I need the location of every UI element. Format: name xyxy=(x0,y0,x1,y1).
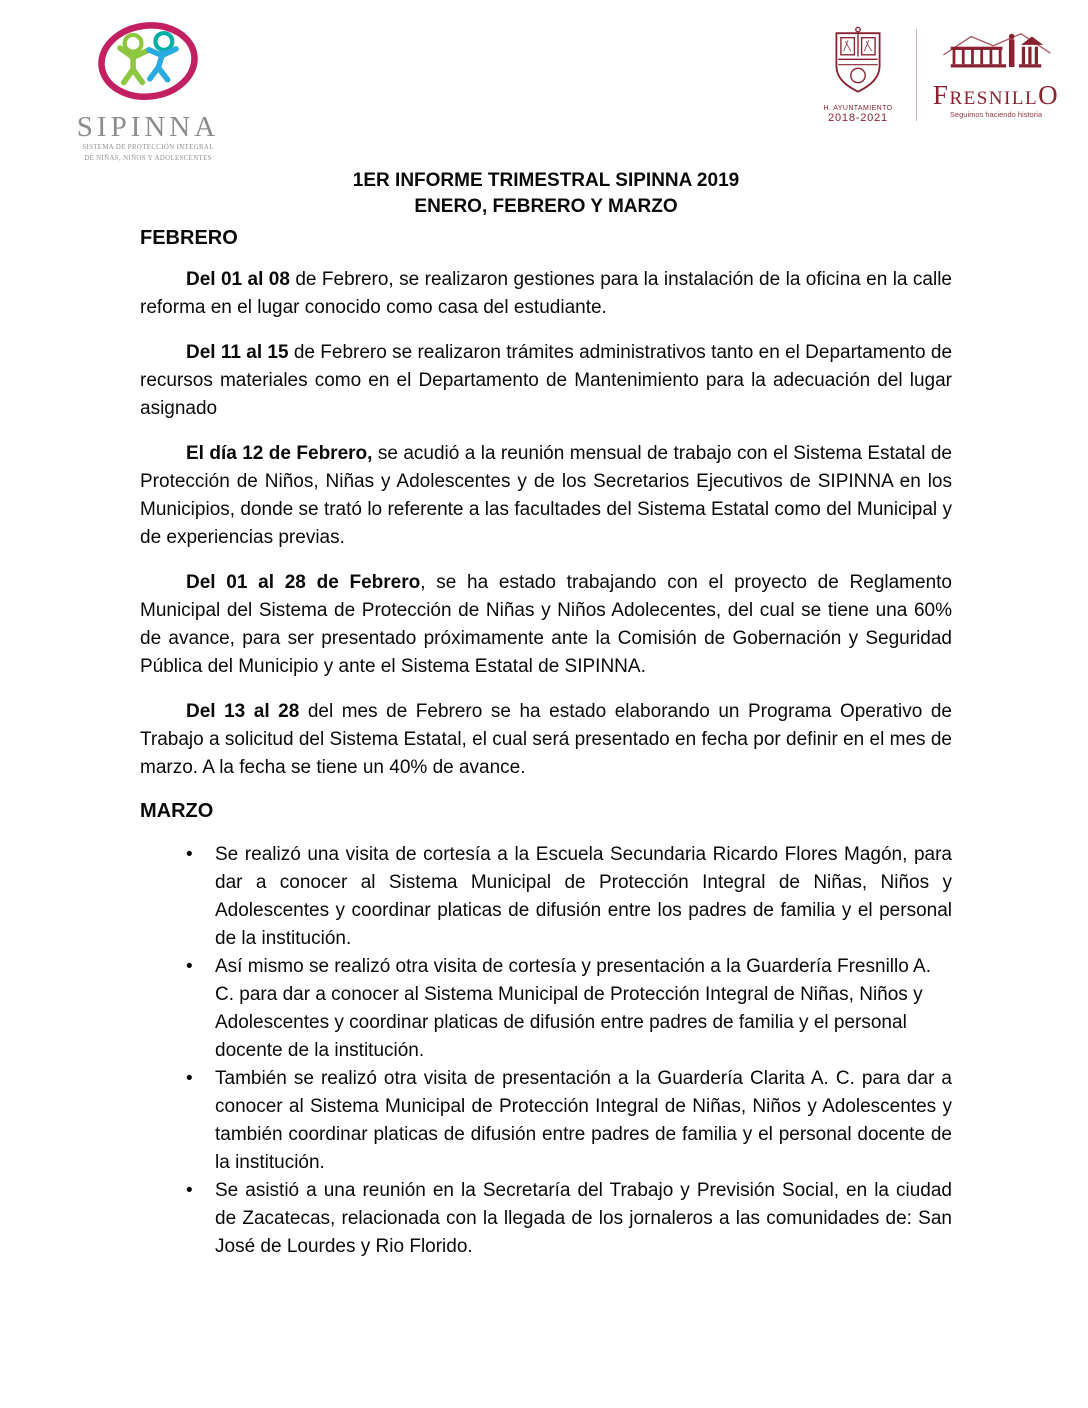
sipinna-wordmark: SIPINNA xyxy=(76,111,220,143)
paragraph-lead: Del 11 al 15 xyxy=(186,342,289,363)
paragraph-lead: Del 01 al 08 xyxy=(186,269,290,290)
paragraph-febrero-3 xyxy=(140,440,952,552)
fresnillo-logo xyxy=(927,31,1065,119)
paragraph-febrero-4 xyxy=(140,569,952,681)
paragraph-text: , se ha estado trabajando con el proyecto de Reglamento Municipal del Sistema de Protección de Niñas y Niños Adolecentes, del cual se tiene una 60% de avance, para ser presentado próximamente ante la Comisión de Gobernación y Seguridad Pública del Municipio y ante el Sistema Estatal de SIPINNA. xyxy=(140,572,952,677)
paragraph-febrero-5 xyxy=(140,698,952,782)
government-logos xyxy=(810,26,1065,124)
section-heading-marzo: MARZO xyxy=(140,800,214,822)
paragraph-lead: Del 13 al 28 xyxy=(186,701,300,722)
paragraph-text: de Febrero, se realizaron gestiones para la instalación de la oficina en la calle reforma en el lugar conocido como casa del estudiante. xyxy=(140,269,952,318)
fresnillo-monuments-icon xyxy=(935,31,1057,79)
bullet-text: Se asistió a una reunión en la Secretaría del Trabajo y Previsión Social, en la ciudad de Zacatecas, relacionada con la llegada de los jornaleros a las comunidades de: San José de Lourdes y Rio Florido. xyxy=(215,1180,952,1257)
section-heading-febrero: FEBRERO xyxy=(140,227,238,249)
logo-divider xyxy=(916,29,917,121)
fresnillo-wordmark xyxy=(927,80,1065,110)
fresnillo-tagline: Seguimos haciendo historia xyxy=(949,110,1043,119)
bullet-item-4 xyxy=(140,1177,952,1261)
bullet-marker: • xyxy=(186,1068,193,1089)
bullet-marker: • xyxy=(186,844,193,865)
paragraph-febrero-1 xyxy=(140,266,952,322)
bullet-text: Se realizó una visita de cortesía a la Escuela Secundaria Ricardo Flores Magón, para dar a conocer al Sistema Municipal de Protección Integral de Niñas, Niños y Adolescentes y coordinar platicas de difusión entre los padres de familia y el personal de la institución. xyxy=(215,844,952,949)
paragraph-text: se acudió a la reunión mensual de trabajo con el Sistema Estatal de Protección de Niños, Niñas y Adolescentes y de los Secretarios Ejecutivos de SIPINNA en los Municipios, donde se trató lo referente a las facultades del Sistema Estatal como del Municipal y de experiencias previas. xyxy=(140,443,952,548)
sipinna-logo xyxy=(58,18,238,163)
fresnillo-wordmark-mid: RESNILL xyxy=(949,88,1039,109)
bullet-list xyxy=(140,841,952,1261)
fresnillo-wordmark-last: O xyxy=(1038,80,1060,110)
paragraph-text: de Febrero se realizaron trámites administrativos tanto en el Departamento de recursos materiales como en el Departamento de Mantenimiento para la adecuación del lugar asignado xyxy=(140,342,953,419)
bullet-marker: • xyxy=(186,1180,193,1201)
sipinna-figures-icon xyxy=(92,18,204,106)
bullet-item-3 xyxy=(140,1065,952,1177)
ayuntamiento-crest-icon xyxy=(829,26,887,98)
bullet-text: Así mismo se realizó otra visita de cortesía y presentación a la Guardería Fresnillo A. C. para dar a conocer al Sistema Municipal de Protección Integral de Niñas, Niños y Adolescentes y coordinar platicas de difusión entre padres de familia y el personal docente de la institución. xyxy=(215,956,931,1061)
sipinna-subtitle-line2: DE NIÑAS, NIÑOS Y ADOLESCENTES xyxy=(84,154,212,162)
ayuntamiento-crest xyxy=(810,26,906,124)
paragraph-lead: Del 01 al 28 de Febrero xyxy=(186,572,421,593)
ayuntamiento-caption: H. AYUNTAMIENTO xyxy=(823,105,893,112)
document-content xyxy=(140,168,952,1261)
paragraph-text: del mes de Febrero se ha estado elaborando un Programa Operativo de Trabajo a solicitud del Sistema Estatal, el cual será presentado en fecha por definir en el mes de marzo. A la fecha se tiene un 40% de avance. xyxy=(140,701,952,778)
sipinna-subtitle-line1: SISTEMA DE PROTECCIÓN INTEGRAL xyxy=(82,144,214,151)
bullet-text: También se realizó otra visita de presentación a la Guardería Clarita A. C. para dar a conocer al Sistema Municipal de Protección Integral de Niñas, Niños y Adolescentes y también coordinar platicas de difusión entre padres de familia y el personal docente de la institución. xyxy=(215,1068,952,1173)
page-title-line2: ENERO, FEBRERO Y MARZO xyxy=(414,196,678,217)
page-title-line1: 1ER INFORME TRIMESTRAL SIPINNA 2019 xyxy=(352,170,740,191)
bullet-marker: • xyxy=(186,956,193,977)
paragraph-lead: El día 12 de Febrero, xyxy=(186,443,373,464)
bullet-item-2 xyxy=(140,953,952,1065)
bullet-item-1 xyxy=(140,841,952,953)
page-title xyxy=(140,168,952,220)
fresnillo-wordmark-first: F xyxy=(932,80,950,110)
paragraph-febrero-2 xyxy=(140,339,952,423)
ayuntamiento-years: 2018-2021 xyxy=(828,112,888,124)
